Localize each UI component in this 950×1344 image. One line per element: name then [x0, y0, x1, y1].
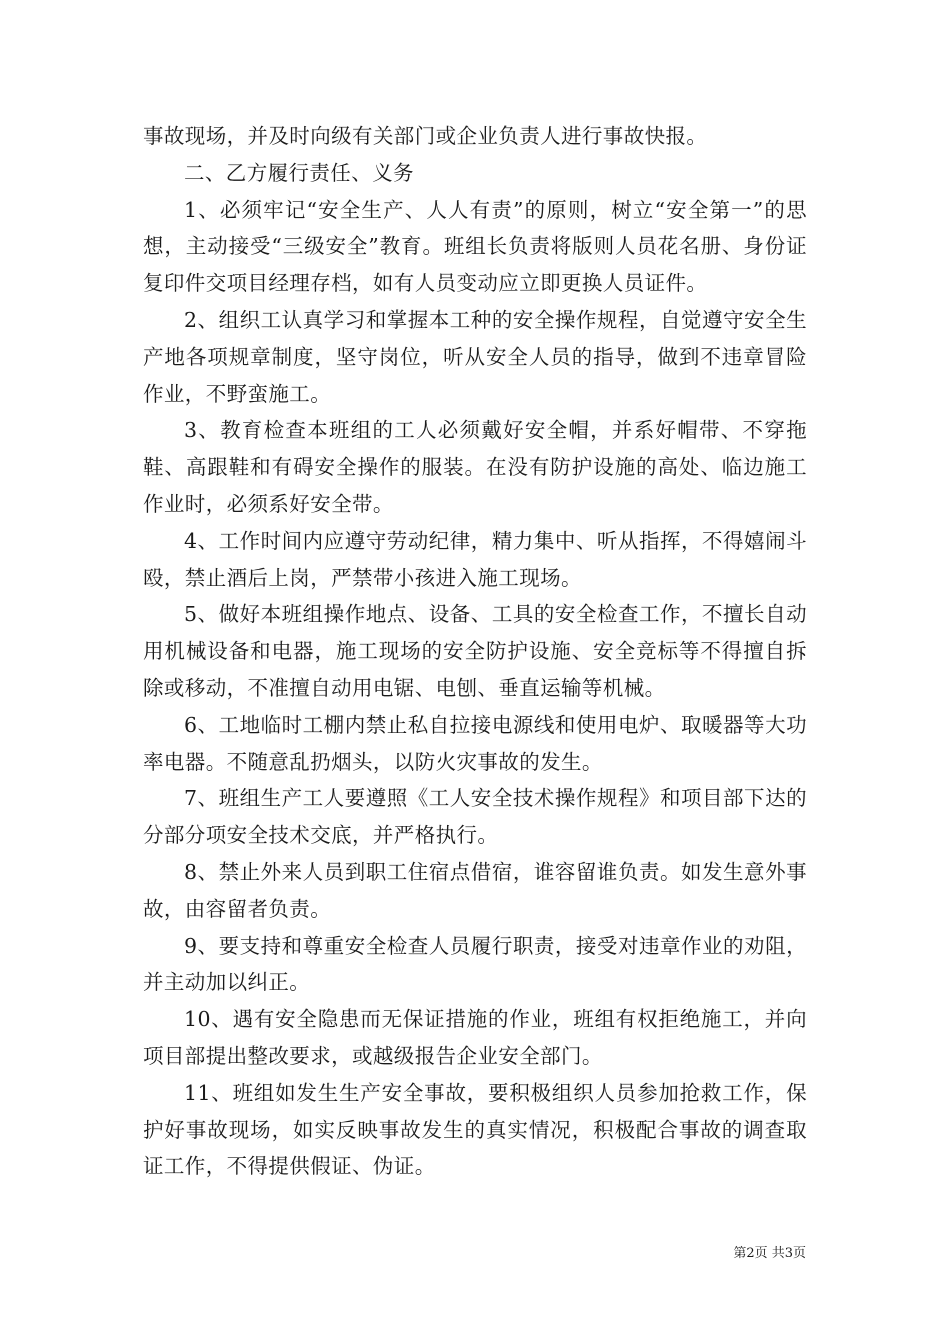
paragraph-item-4: 4、工作时间内应遵守劳动纪律，精力集中、听从指挥，不得嬉闹斗殴，禁止酒后上岗，严禁带小孩进入施工现场。: [143, 528, 807, 590]
paragraph-continuation: 事故现场，并及时向级有关部门或企业负责人进行事故快报。: [143, 124, 708, 148]
paragraph-item-7: 7、班组生产工人要遵照《工人安全技术操作规程》和项目部下达的分部分项安全技术交底，并严格执行。: [143, 786, 807, 848]
paragraph-item-8: 8、禁止外来人员到职工住宿点借宿，谁容留谁负责。如发生意外事故，由容留者负责。: [143, 859, 807, 921]
paragraph-item-11: 11、班组如发生生产安全事故，要积极组织人员参加抢救工作，保护好事故现场，如实反映事故发生的真实情况，积极配合事故的调查取证工作，不得提供假证、伪证。: [143, 1080, 807, 1179]
paragraph-item-10: 10、遇有安全隐患而无保证措施的作业，班组有权拒绝施工，并向项目部提出整改要求，或越级报告企业安全部门。: [143, 1007, 807, 1068]
paragraph-item-3: 3、教育检查本班组的工人必须戴好安全帽，并系好帽带、不穿拖鞋、高跟鞋和有碍安全操作的服装。在没有防护设施的高处、临边施工作业时，必须系好安全带。: [143, 418, 807, 516]
document-body: [143, 118, 807, 1185]
paragraph-item-2: 2、组织工认真学习和掌握本工种的安全操作规程，自觉遵守安全生产地各项规章制度，坚守岗位，听从安全人员的指导，做到不违章冒险作业，不野蛮施工。: [143, 307, 807, 406]
paragraph-item-5: 5、做好本班组操作地点、设备、工具的安全检查工作，不擅长自动用机械设备和电器，施工现场的安全防护设施、安全竞标等不得擅自拆除或移动，不准擅自动用电锯、电刨、垂直运输等机械。: [143, 602, 807, 700]
paragraph-item-1: 1、必须牢记“安全生产、人人有责”的原则，树立“安全第一”的思想，主动接受“三级安全”教育。班组长负责将版则人员花名册、身份证复印件交项目经理存档，如有人员变动应立即更换人员证件。: [143, 197, 807, 296]
page-number-footer: 第2页 共3页: [733, 1246, 806, 1261]
section-heading: 二、乙方履行责任、义务: [184, 160, 414, 185]
paragraph-item-6: 6、工地临时工棚内禁止私自拉接电源线和使用电炉、取暖器等大功率电器。不随意乱扔烟头，以防火灾事故的发生。: [143, 712, 807, 774]
paragraph-item-9: 9、要支持和尊重安全检查人员履行职责，接受对违章作业的劝阻，并主动加以纠正。: [143, 933, 807, 995]
